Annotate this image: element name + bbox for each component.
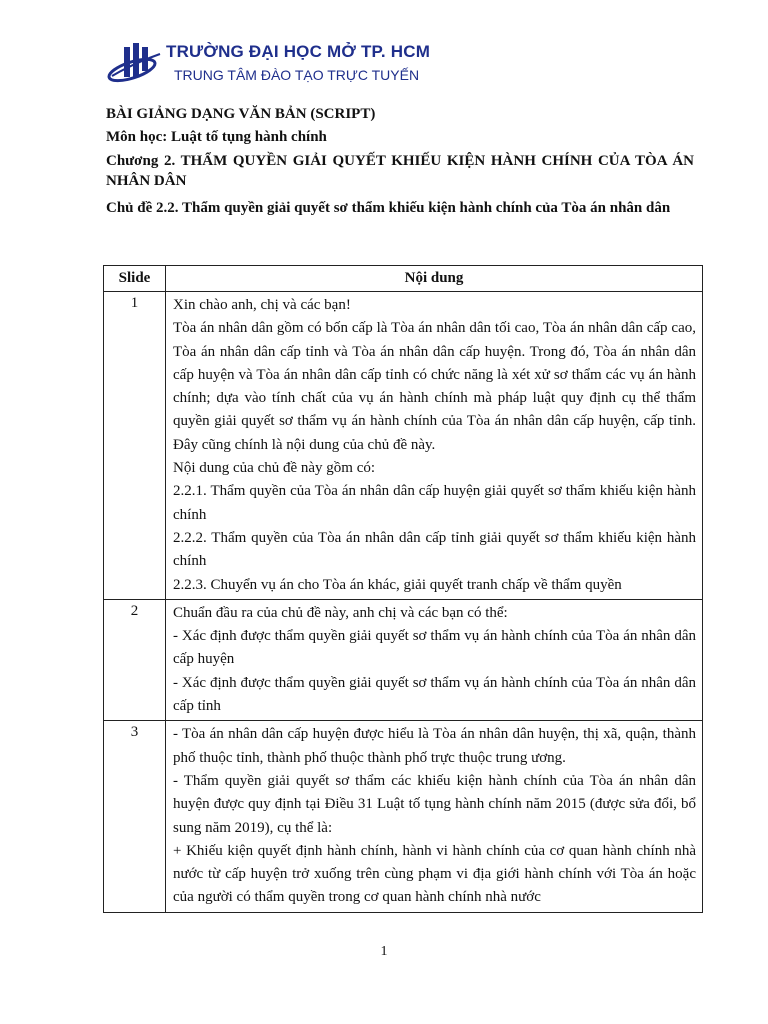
slide-number: 2 <box>104 599 166 720</box>
logo-emblem-icon <box>106 40 168 90</box>
script-table <box>103 265 703 913</box>
content-paragraph: Chuẩn đầu ra của chủ đề này, anh chị và các bạn có thể: <box>173 604 508 621</box>
page-number: 1 <box>380 944 388 959</box>
table-row <box>104 599 703 720</box>
subject-line: Môn học: Luật tố tụng hành chính <box>106 129 327 145</box>
slide-number: 1 <box>104 292 166 600</box>
table-row <box>104 292 703 600</box>
content-paragraph: Tòa án nhân dân gồm có bốn cấp là Tòa án nhân dân tối cao, Tòa án nhân dân cấp cao, Tòa án nhân dân cấp tỉnh và Tòa án nhân dân cấp huyện. Trong đó, Tòa án nhân dân cấp huyện và Tòa án nhân dân cấp tỉnh có chức năng là xét xử sơ thẩm các vụ án hành chính; dựa vào tính chất của vụ án hành chính mà pháp luật quy định cụ thể thẩm quyền giải quyết sơ thẩm vụ án hành chính của Tòa án nhân dân cấp huyện, cấp tỉnh. Đây cũng chính là nội dung của chủ đề này. <box>173 320 696 453</box>
content-paragraph: - Xác định được thẩm quyền giải quyết sơ thẩm vụ án hành chính của Tòa án nhân dân cấp tỉnh <box>173 674 696 715</box>
table-row <box>104 721 703 912</box>
slide-number: 3 <box>104 721 166 912</box>
topic-title: Chủ đề 2.2. Thẩm quyền giải quyết sơ thẩm khiếu kiện hành chính của Tòa án nhân dân <box>106 200 671 216</box>
content-paragraph: - Thẩm quyền giải quyết sơ thẩm các khiếu kiện hành chính của Tòa án nhân dân huyện được quy định tại Điều 31 Luật tố tụng hành chính năm 2015 (được sửa đổi, bổ sung năm 2019), cụ thể là: <box>173 772 696 836</box>
logo-university-name: TRƯỜNG ĐẠI HỌC MỞ TP. HCM <box>166 42 431 61</box>
document-title: BÀI GIẢNG DẠNG VĂN BẢN (SCRIPT) <box>106 106 376 122</box>
content-paragraph: 2.2.3. Chuyển vụ án cho Tòa án khác, giải quyết tranh chấp về thẩm quyền <box>173 576 622 593</box>
slide-content <box>166 292 703 600</box>
slide-content <box>166 599 703 720</box>
column-header-content: Nội dung <box>166 266 703 292</box>
content-paragraph: 2.2.1. Thẩm quyền của Tòa án nhân dân cấp huyện giải quyết sơ thẩm khiếu kiện hành chính <box>173 483 696 523</box>
table-header-row <box>104 266 703 292</box>
logo-center-name: TRUNG TÂM ĐÀO TẠO TRỰC TUYẾN <box>174 67 420 83</box>
content-paragraph: - Tòa án nhân dân cấp huyện được hiểu là Tòa án nhân dân huyện, thị xã, quận, thành phố thuộc tỉnh, thành phố thuộc thành phố trực thuộc trung ương. <box>173 726 696 766</box>
content-paragraph: 2.2.2. Thẩm quyền của Tòa án nhân dân cấp tỉnh giải quyết sơ thẩm khiếu kiện hành chính <box>173 529 696 570</box>
content-paragraph: + Khiếu kiện quyết định hành chính, hành vi hành chính của cơ quan hành chính nhà nước từ cấp huyện trở xuống trên cùng phạm vi địa giới hành chính với Tòa án hoặc của người có thẩm quyền trong cơ quan hành chính nhà nước <box>173 842 696 906</box>
content-paragraph: - Xác định được thẩm quyền giải quyết sơ thẩm vụ án hành chính của Tòa án nhân dân cấp huyện <box>173 628 696 668</box>
slide-content <box>166 721 703 912</box>
content-paragraph: Nội dung của chủ đề này gồm có: <box>173 460 376 477</box>
column-header-slide: Slide <box>104 266 166 292</box>
university-logo <box>106 40 431 90</box>
content-paragraph: Xin chào anh, chị và các bạn! <box>173 297 351 313</box>
chapter-title: Chương 2. THẨM QUYỀN GIẢI QUYẾT KHIẾU KIỆN HÀNH CHÍNH CỦA TÒA ÁN NHÂN DÂN <box>106 153 694 189</box>
